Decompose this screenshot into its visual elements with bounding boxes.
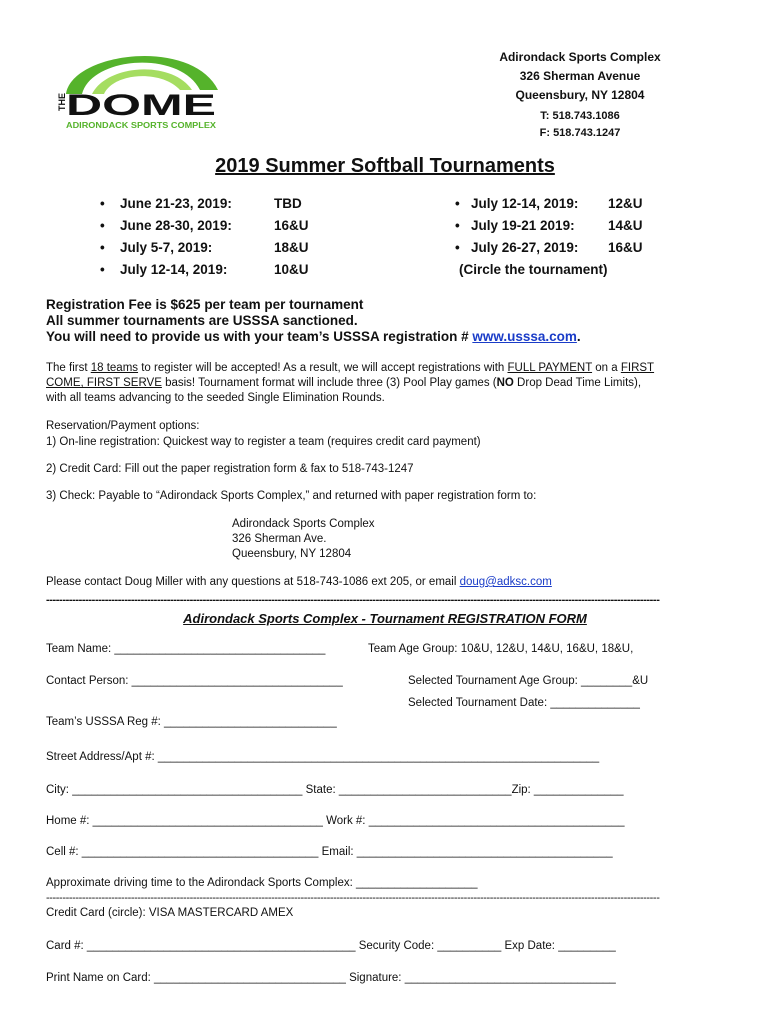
address-line: Adirondack Sports Complex	[499, 50, 661, 64]
card-type-options[interactable]: Credit Card (circle): VISA MASTERCARD AMEX	[46, 907, 294, 919]
fax-number: F: 518.743.1247	[539, 127, 621, 139]
list-item: • July 19-21 2019: 14&U	[455, 218, 643, 233]
card-number-field[interactable]: Card #: __________________________________________ Security Code: __________ Exp Date: _________	[46, 940, 616, 952]
circle-note: (Circle the tournament)	[459, 262, 608, 277]
address-line: Queensbury, NY 12804	[515, 88, 645, 102]
list-item: • July 5-7, 2019: 18&U	[100, 240, 309, 255]
fee-line: Registration Fee is $625 per team per tournament	[46, 297, 364, 312]
name-signature-field[interactable]: Print Name on Card: ______________________________ Signature: _________________________________	[46, 972, 616, 984]
list-item: • July 12-14, 2019: 12&U	[455, 196, 643, 211]
payment-option-check: 3) Check: Payable to “Adirondack Sports Complex,” and returned with paper registration form to:	[46, 490, 537, 502]
payment-option-online: 1) On-line registration: Quickest way to register a team (requires credit card payment)	[46, 436, 481, 448]
logo-dome-text: DOME	[66, 89, 216, 122]
city-state-zip-field[interactable]: City: ____________________________________ State: ___________________________Zip: ______________	[46, 784, 624, 796]
mailing-address: Adirondack Sports Complex 326 Sherman Ave. Queensbury, NY 12804	[232, 518, 375, 560]
driving-time-field[interactable]: Approximate driving time to the Adirondack Sports Complex: ___________________	[46, 877, 478, 889]
contact-line: Please contact Doug Miller with any questions at 518-743-1086 ext 205, or email doug@adksc.com	[46, 576, 552, 588]
email-link[interactable]: doug@adksc.com	[459, 576, 552, 588]
divider: --------------------------------------------------------------------------------------------------------------------------------------------------------------------------------------------	[46, 892, 660, 904]
header-address	[430, 48, 730, 142]
selected-date-field[interactable]: Selected Tournament Date: ______________	[408, 697, 640, 709]
usssa-reg-field[interactable]: Team’s USSSA Reg #: ___________________________	[46, 716, 337, 728]
form-title: Adirondack Sports Complex - Tournament REGISTRATION FORM	[183, 611, 587, 626]
address-line: 326 Sherman Avenue	[519, 69, 641, 83]
page-title: 2019 Summer Softball Tournaments	[215, 155, 555, 177]
list-item: • July 26-27, 2019: 16&U	[455, 240, 643, 255]
street-address-field[interactable]: Street Address/Apt #: _____________________________________________________________________	[46, 751, 600, 763]
logo-sub-text: ADIRONDACK SPORTS COMPLEX	[66, 121, 217, 130]
list-item: • June 21-23, 2019: TBD	[100, 196, 302, 211]
list-item: • June 28-30, 2019: 16&U	[100, 218, 309, 233]
home-work-phone-field[interactable]: Home #: ____________________________________ Work #: ________________________________________	[46, 815, 625, 827]
divider: --------------------------------------------------------------------------------------------------------------------------------------------------------------------------------------------	[46, 594, 660, 606]
payment-option-credit: 2) Credit Card: Fill out the paper registration form & fax to 518-743-1247	[46, 463, 414, 475]
registration-paragraph: The first 18 teams to register will be accepted! As a result, we will accept registrations with FULL PAYMENT on a FIRST COME, FIRST SERVE basis! Tournament format will include three (3) Pool Play games (NO Drop Dead Time Limits), with all teams advancing to the seeded Single Elimination Rounds.	[46, 362, 655, 404]
list-item: • July 12-14, 2019: 10&U	[100, 262, 309, 277]
dome-logo	[52, 42, 220, 132]
sanction-line: All summer tournaments are USSSA sanctioned.	[46, 313, 358, 328]
selected-age-field[interactable]: Selected Tournament Age Group: ________&U	[408, 675, 649, 687]
logo-the-text: THE	[57, 93, 67, 111]
usssa-line: You will need to provide us with your team’s USSSA registration # www.usssa.com.	[46, 329, 581, 344]
usssa-link[interactable]: www.usssa.com	[472, 329, 577, 344]
team-name-field[interactable]: Team Name: _________________________________	[46, 643, 326, 655]
cell-email-field[interactable]: Cell #: _____________________________________ Email: ________________________________________	[46, 846, 613, 858]
payment-heading: Reservation/Payment options:	[46, 420, 200, 432]
phone-number: T: 518.743.1086	[540, 110, 620, 122]
fee-info	[46, 297, 581, 345]
contact-person-field[interactable]: Contact Person: _________________________________	[46, 675, 343, 687]
age-group-options: Team Age Group: 10&U, 12&U, 14&U, 16&U, 18&U,	[368, 643, 634, 655]
